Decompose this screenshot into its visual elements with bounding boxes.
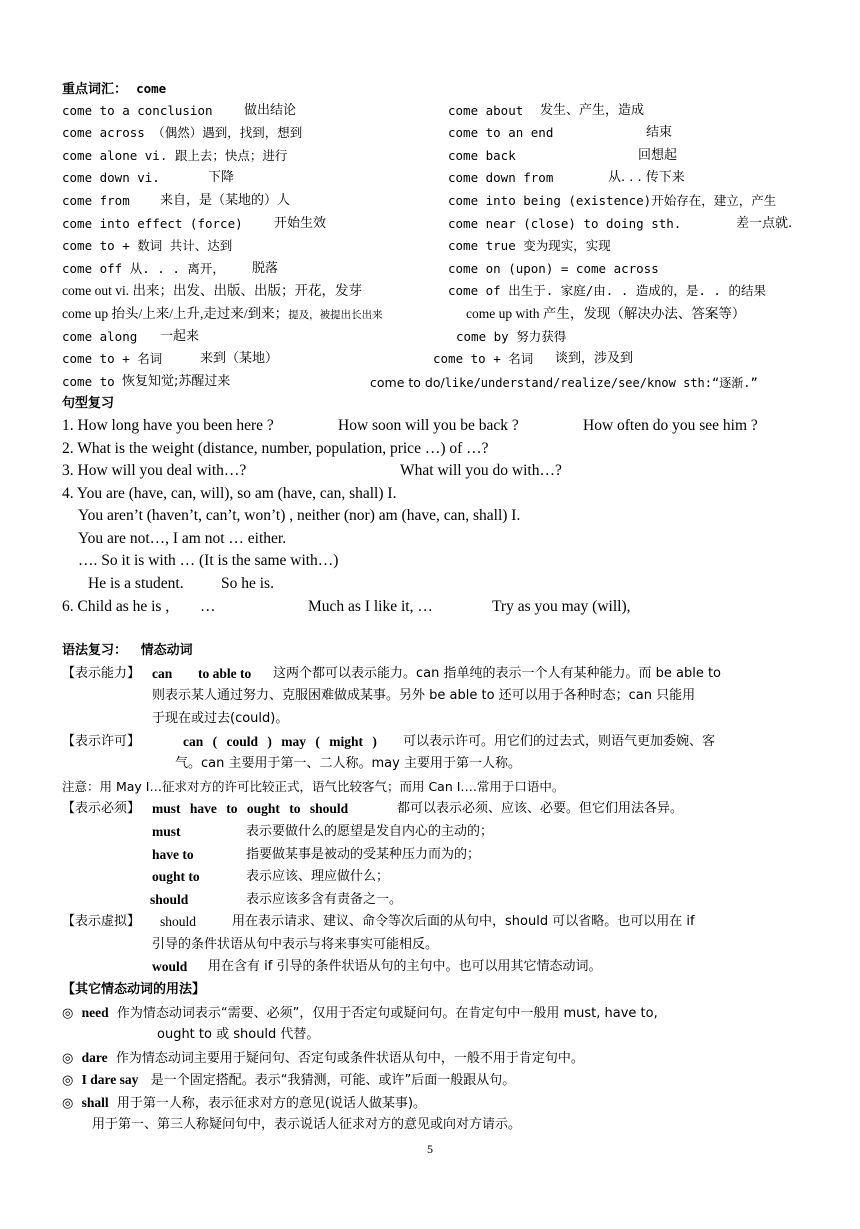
vocab-left-6: come into effect (force) 开始生效 xyxy=(62,216,327,231)
should-row-meaning: 表示应该多含有责备之一。 xyxy=(246,892,403,907)
sentence-6a: 6. Child as he is , xyxy=(62,598,170,615)
need-line-2: ought to 或 should 代替。 xyxy=(157,1027,320,1042)
vocab-right-5: come into being (existence)开始存在，建立，产生 xyxy=(448,193,777,208)
subjunctive-tag: 【表示虚拟】 xyxy=(62,914,141,929)
sentence-6b: … xyxy=(200,598,216,615)
vocab-heading: 重点词汇： come xyxy=(62,81,167,97)
dare-line: ◎ dare 作为情态动词主要用于疑问句、否定句或条件状语从句中，一般不用于肯定句中。 xyxy=(62,1050,584,1066)
sentence-4e: He is a student. xyxy=(88,575,184,592)
should-row-word: should xyxy=(150,892,189,907)
vocab-left-11: come along 一起来 xyxy=(62,329,200,344)
vocab-right-3: come back 回想起 xyxy=(448,148,678,163)
permit-line-1: 可以表示许可。用它们的过去式，则语气更加委婉、客 xyxy=(403,734,716,749)
vocab-left-5: come from 来自，是（某地的）人 xyxy=(62,193,291,208)
sentence-3a: 3. How will you deal with…? xyxy=(62,462,247,479)
must-row-meaning: 表示要做什么的愿望是发自内心的主动的； xyxy=(246,824,494,839)
sentence-1b: How soon will you be back ? xyxy=(338,417,519,434)
vocab-right-13: come to do/like/understand/realize/see/know sth:“逐渐.” xyxy=(370,375,758,390)
must-tag: 【表示必须】 xyxy=(62,801,141,816)
sentence-2: 2. What is the weight (distance, number, population, price …) of …? xyxy=(62,440,489,457)
vocab-right-1: come about 发生、产生，造成 xyxy=(448,103,645,118)
vocab-left-4: come down vi. 下降 xyxy=(62,170,235,185)
subjunctive-would: would xyxy=(152,959,188,974)
bullet-icon: ◎ xyxy=(62,1051,74,1066)
must-words: must have to ought to should xyxy=(152,801,349,816)
ability-able: to able to xyxy=(198,666,252,681)
ability-line-3: 于现在或过去(could)。 xyxy=(152,711,289,726)
vocab-left-7: come to + 数词 共计、达到 xyxy=(62,238,233,253)
subjunctive-should: should xyxy=(160,914,197,929)
grammar-heading: 语法复习： 情态动词 xyxy=(62,643,193,658)
sentence-1a: 1. How long have you been here ? xyxy=(62,417,274,434)
other-tag: 【其它情态动词的用法】 xyxy=(62,982,206,997)
ought-to-row-word: ought to xyxy=(152,869,200,884)
vocab-right-9: come of 出生于. 家庭/由. . 造成的，是. . 的结果 xyxy=(448,283,766,298)
vocab-left-3: come alone vi. 跟上去；快点；进行 xyxy=(62,148,288,163)
vocab-right-11: come by 努力获得 xyxy=(456,329,567,344)
ability-tag: 【表示能力】 xyxy=(62,666,141,681)
sentence-3b: What will you do with…? xyxy=(400,462,562,479)
vocab-left-9: come out vi. 出来；出发、出版、出版；开花，发芽 xyxy=(62,283,362,298)
must-line-1: 都可以表示必须、应该、必要。但它们用法各异。 xyxy=(397,801,684,816)
shall-line-1: ◎ shall 用于第一人称，表示征求对方的意见(说话人做某事)。 xyxy=(62,1095,427,1111)
vocab-left-13: come to 恢复知觉;苏醒过来 xyxy=(62,374,231,389)
sentence-1c: How often do you see him ? xyxy=(583,417,758,434)
vocab-right-6: come near (close) to doing sth. 差一点就. xyxy=(448,216,793,231)
subjunctive-line-3: 用在含有 if 引导的条件状语从句的主句中。也可以用其它情态动词。 xyxy=(208,959,602,974)
vocab-left-1: come to a conclusion 做出结论 xyxy=(62,103,297,118)
vocab-right-10: come up with 产生，发现（解决办法、答案等） xyxy=(466,306,746,321)
need-line-1: ◎ need 作为情态动词表示“需要、必须”，仅用于否定句或疑问句。在肯定句中一般用 must, have to, xyxy=(62,1005,658,1021)
subjunctive-line-1: 用在表示请求、建议、命令等次后面的从句中，should 可以省略。也可以用在 if xyxy=(232,914,695,929)
ability-line-2: 则表示某人通过努力、克服困难做成某事。另外 be able to 还可以用于各种时态；can 只能用 xyxy=(152,688,696,703)
bullet-icon: ◎ xyxy=(62,1073,74,1088)
vocab-left-10: come up 抬头/上来/上升,走过来/到来；提及，被提出长出来 xyxy=(62,306,383,321)
ought-to-row-meaning: 表示应该、理应做什么； xyxy=(246,869,390,884)
vocab-right-7: come true 变为现实，实现 xyxy=(448,238,611,253)
bullet-icon: ◎ xyxy=(62,1006,74,1021)
bullet-icon: ◎ xyxy=(62,1096,74,1111)
sentence-4f: So he is. xyxy=(221,575,274,592)
vocab-left-12: come to + 名词 来到（某地） xyxy=(62,351,279,366)
sentence-4d: …. So it is with … (It is the same with…) xyxy=(78,552,339,569)
vocab-left-8: come off 从. . . 离开， 脱落 xyxy=(62,261,279,276)
have-to-row-meaning: 指要做某事是被动的受某种压力而为的； xyxy=(246,847,481,862)
must-row-word: must xyxy=(152,824,181,839)
vocab-right-4: come down from 从. . . 传下来 xyxy=(448,170,685,185)
i-dare-say-line: ◎ I dare say 是一个固定搭配。表示“我猜测，可能、或许”后面一般跟从句。 xyxy=(62,1072,516,1088)
sentence-4: 4. You are (have, can, will), so am (have, can, shall) I. xyxy=(62,485,397,502)
vocab-right-12: come to + 名词 谈到，涉及到 xyxy=(433,351,634,366)
shall-line-2: 用于第一、第三人称疑问句中，表示说话人征求对方的意见或向对方请示。 xyxy=(92,1117,522,1132)
vocab-right-8: come on (upon) = come across xyxy=(448,261,659,276)
sentence-4b: You aren’t (haven’t, can’t, won’t) , neither (nor) am (have, can, shall) I. xyxy=(78,507,521,524)
permit-line-2: 气。can 主要用于第一、二人称。may 主要用于第一人称。 xyxy=(175,756,521,771)
have-to-row-word: have to xyxy=(152,847,194,862)
vocab-left-2: come across （偶然）遇到，找到，想到 xyxy=(62,125,303,140)
vocab-right-2: come to an end 结束 xyxy=(448,125,673,140)
subjunctive-line-2: 引导的条件状语从句中表示与将来事实可能相反。 xyxy=(152,937,439,952)
sentence-6d: Try as you may (will), xyxy=(492,598,631,615)
permit-words: can ( could ) may ( might ) xyxy=(183,734,377,749)
permit-tag: 【表示许可】 xyxy=(62,734,141,749)
page-number: 5 xyxy=(427,1142,433,1156)
ability-line-1: 这两个都可以表示能力。can 指单纯的表示一个人有某种能力。而 be able to xyxy=(273,666,722,681)
sentences-heading: 句型复习 xyxy=(62,396,115,411)
sentence-4c: You are not…, I am not … either. xyxy=(78,530,287,547)
note-line: 注意：用 May I…征求对方的许可比较正式，语气比较客气；而用 Can I….常用于口语中。 xyxy=(62,779,565,794)
ability-can: can xyxy=(152,666,173,681)
sentence-6c: Much as I like it, … xyxy=(308,598,433,615)
